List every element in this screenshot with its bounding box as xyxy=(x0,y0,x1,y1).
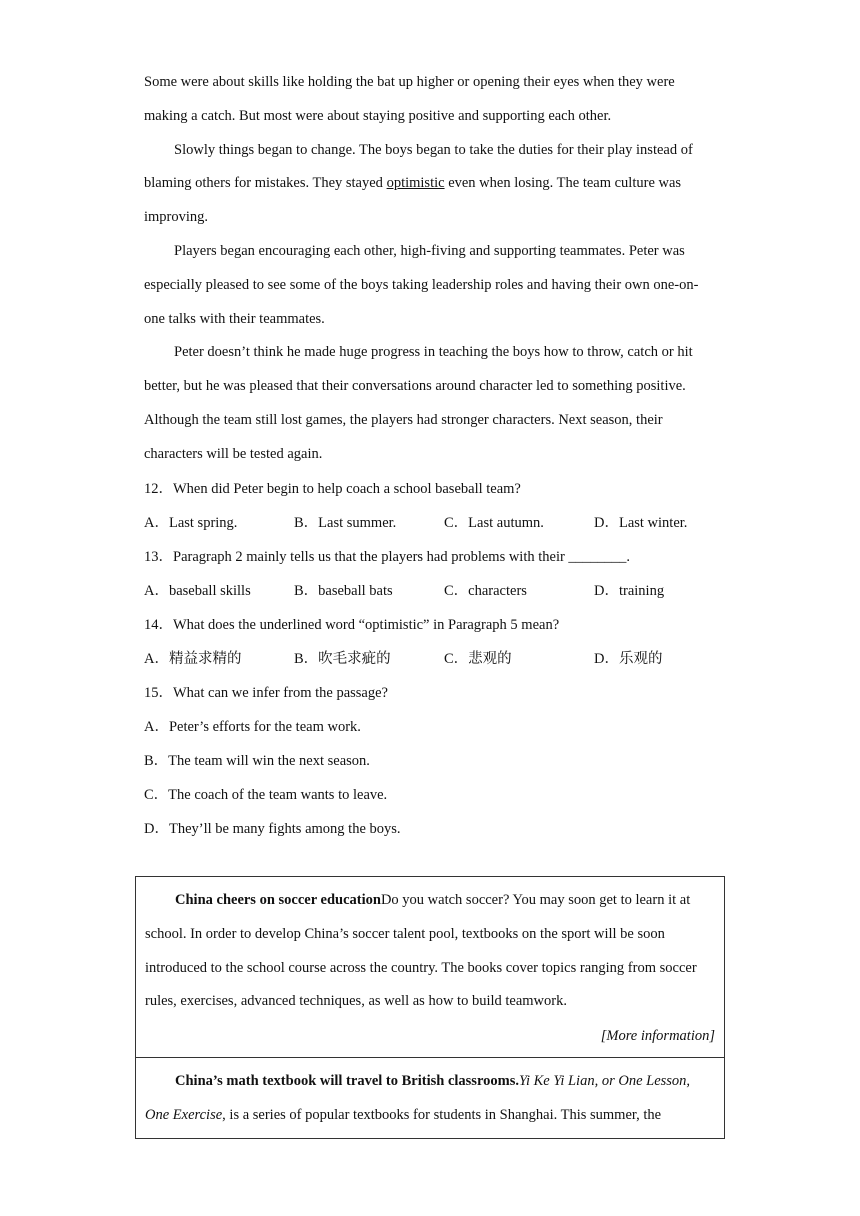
question-stem: 13．Paragraph 2 mainly tells us that the players had problems with their ________. xyxy=(144,548,631,565)
option-b: B．baseball bats xyxy=(294,582,393,599)
question-stem: 15．What can we infer from the passage? xyxy=(144,684,388,701)
question-15 xyxy=(144,676,716,846)
paragraph-4-continued: Some were about skills like holding the bat up higher or opening their eyes when they were making a catch. But most were about staying positive and supporting each other. xyxy=(144,74,675,124)
option-d: D．training xyxy=(594,582,665,599)
option-row xyxy=(144,506,716,540)
news-headline: China cheers on soccer education xyxy=(175,892,381,908)
underlined-word-optimistic: optimistic xyxy=(386,175,445,192)
option-d: D．They’ll be many fights among the boys. xyxy=(144,820,401,837)
news-box-math-textbook xyxy=(135,1057,725,1139)
p5-text-after: even when losing. The team culture was improving. xyxy=(144,175,682,226)
question-14 xyxy=(144,608,716,676)
question-13 xyxy=(144,540,716,608)
question-stem: 12．When did Peter begin to help coach a school baseball team? xyxy=(144,480,521,497)
news-item-text xyxy=(136,877,724,1019)
option-c: C．Last autumn. xyxy=(444,514,544,531)
reading-passage xyxy=(144,66,716,846)
option-b: B．The team will win the next season. xyxy=(144,752,370,769)
question-stem: 14．What does the underlined word “optimistic” in Paragraph 5 mean? xyxy=(144,616,560,633)
option-a: A．Peter’s efforts for the team work. xyxy=(144,718,361,735)
news-body: , is a series of popular textbooks for students in Shanghai. This summer, the xyxy=(222,1106,662,1123)
news-body: Do you watch soccer? You may soon get to learn it at school. In order to develop China’s soccer talent pool, textbooks on the sport will be soon introduced to the school course across the country. The books cover topics ranging from soccer rules, exercises, advanced techniques, as well as how to build teamwork. xyxy=(145,892,697,1010)
paragraph-6: Players began encouraging each other, high-fiving and supporting teammates. Peter was especially pleased to see some of the boys taking leadership roles and having their own one-on-one talks with their teammates. xyxy=(144,242,699,327)
option-a: A．精益求精的 xyxy=(144,650,242,667)
more-information-link: [More information] xyxy=(600,1028,715,1045)
option-d: D．Last winter. xyxy=(594,514,688,531)
option-row xyxy=(144,642,716,676)
paragraph-7: Peter doesn’t think he made huge progress in teaching the boys how to throw, catch or hit better, but he was pleased that their conversations around character led to something positive. Although the team still lost games, the players had stronger characters. Next season, their characters will be tested again. xyxy=(144,344,693,462)
news-item-text xyxy=(136,1058,724,1133)
paragraph-5 xyxy=(144,134,716,235)
option-b: B．Last summer. xyxy=(294,514,397,531)
textbook-title: Yi Ke Yi Lian, or One Lesson, One Exercise xyxy=(145,1073,691,1123)
option-a: A．Last spring. xyxy=(144,514,238,531)
news-box-soccer xyxy=(135,876,725,1057)
p5-text-before: Slowly things began to change. The boys began to take the duties for their play instead of blaming others for mistakes. They stayed xyxy=(144,141,693,192)
option-c: C．悲观的 xyxy=(444,650,512,667)
option-c: C．The coach of the team wants to leave. xyxy=(144,786,388,803)
news-headline: China’s math textbook will travel to British classrooms. xyxy=(175,1073,519,1089)
option-d: D．乐观的 xyxy=(594,650,663,667)
option-row xyxy=(144,574,716,608)
option-a: A．baseball skills xyxy=(144,582,251,599)
option-c: C．characters xyxy=(444,582,527,599)
question-12 xyxy=(144,472,716,540)
option-b: B．吹毛求疵的 xyxy=(294,650,391,667)
